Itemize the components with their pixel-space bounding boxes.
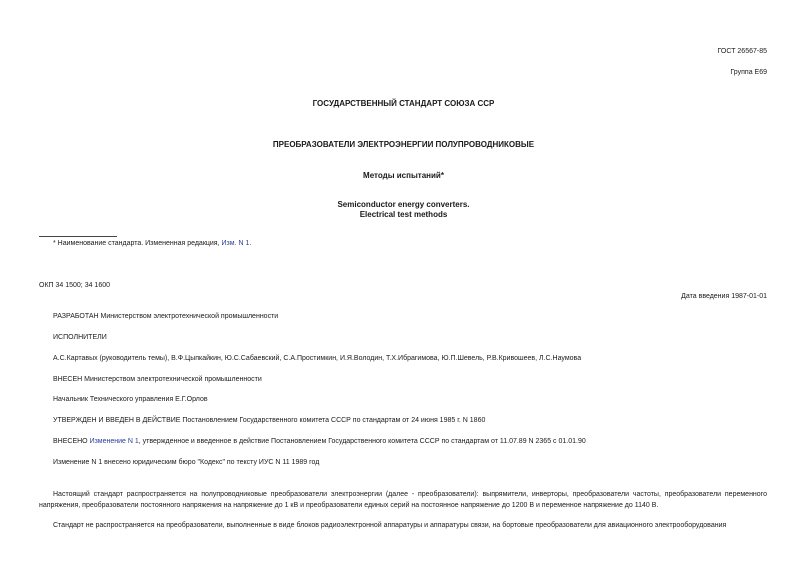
footnote [53,240,251,247]
gost-number: ГОСТ 26567-85 [717,48,767,55]
head-of-department: Начальник Технического управления Е.Г.Орлов [53,396,208,403]
document-name: ПРЕОБРАЗОВАТЕЛИ ЭЛЕКТРОЭНЕРГИИ ПОЛУПРОВОДНИКОВЫЕ [272,140,535,149]
amendment-info [53,438,586,445]
footnote-rule [39,236,117,237]
footnote-amendment-link[interactable]: Изм. N 1 [221,240,250,247]
performers-heading: ИСПОЛНИТЕЛИ [53,334,107,341]
amendment-note: Изменение N 1 внесено юридическим бюро "Кодекс" по тексту ИУС N 11 1989 год [53,459,320,466]
body-paragraph-1: Настоящий стандарт распространяется на полупроводниковые преобразователи электроэнергии (далее - преобразователи): выпрямители, инверторы, преобразователи частоты, преобразователи переменного напряжения, преобразователи постоянного напряжения на напряжение до 1 кВ и преобразователи единых серий на постоянное напряжение до 1200 В и переменное напряжение до 1140 В. [39,491,767,509]
english-title-line1: Semiconductor energy converters. [337,200,470,209]
okp-code: ОКП 34 1500; 34 1600 [39,282,110,289]
intro-date: Дата введения 1987-01-01 [681,293,767,300]
performers-list: А.С.Картавых (руководитель темы), В.Ф.Цыпкайкин, Ю.С.Сабаевский, С.А.Простимкин, И.Я.Володин, Т.Х.Ибрагимова, Ю.П.Шевель, Р.В.Кривошеев, Л.С.Наумова [53,355,582,362]
approval-info: УТВЕРЖДЕН И ВВЕДЕН В ДЕЙСТВИЕ Постановлением Государственного комитета СССР по стандартам от 24 июня 1985 г. N 1860 [53,417,486,424]
amendment-rest: , утвержденное и введенное в действие Постановлением Государственного комитета СССР по стандартам от 11.07.89 N 2365 с 01.01.90 [138,438,586,445]
amendment-prefix: ВНЕСЕНО [53,438,90,445]
footnote-text: * Наименование стандарта. Измененная редакция, [53,240,222,247]
group-label: Группа Е69 [730,69,767,76]
footnote-end: . [249,240,252,247]
english-title-line2: Electrical test methods [359,210,448,219]
amendment-link[interactable]: Изменение N 1 [89,438,139,445]
document-subtitle: Методы испытаний* [363,171,444,180]
standard-title: ГОСУДАРСТВЕННЫЙ СТАНДАРТ СОЮЗА ССР [312,99,495,108]
introduced-by: ВНЕСЕН Министерством электротехнической промышленности [53,376,262,383]
body-paragraph-2: Стандарт не распространяется на преобразователи, выполненные в виде блоков радиоэлектронной аппаратуры и аппаратуры связи, на бортовые преобразователи для авиационного электрооборудования [53,522,727,529]
developed-by: РАЗРАБОТАН Министерством электротехнической промышленности [53,313,279,320]
